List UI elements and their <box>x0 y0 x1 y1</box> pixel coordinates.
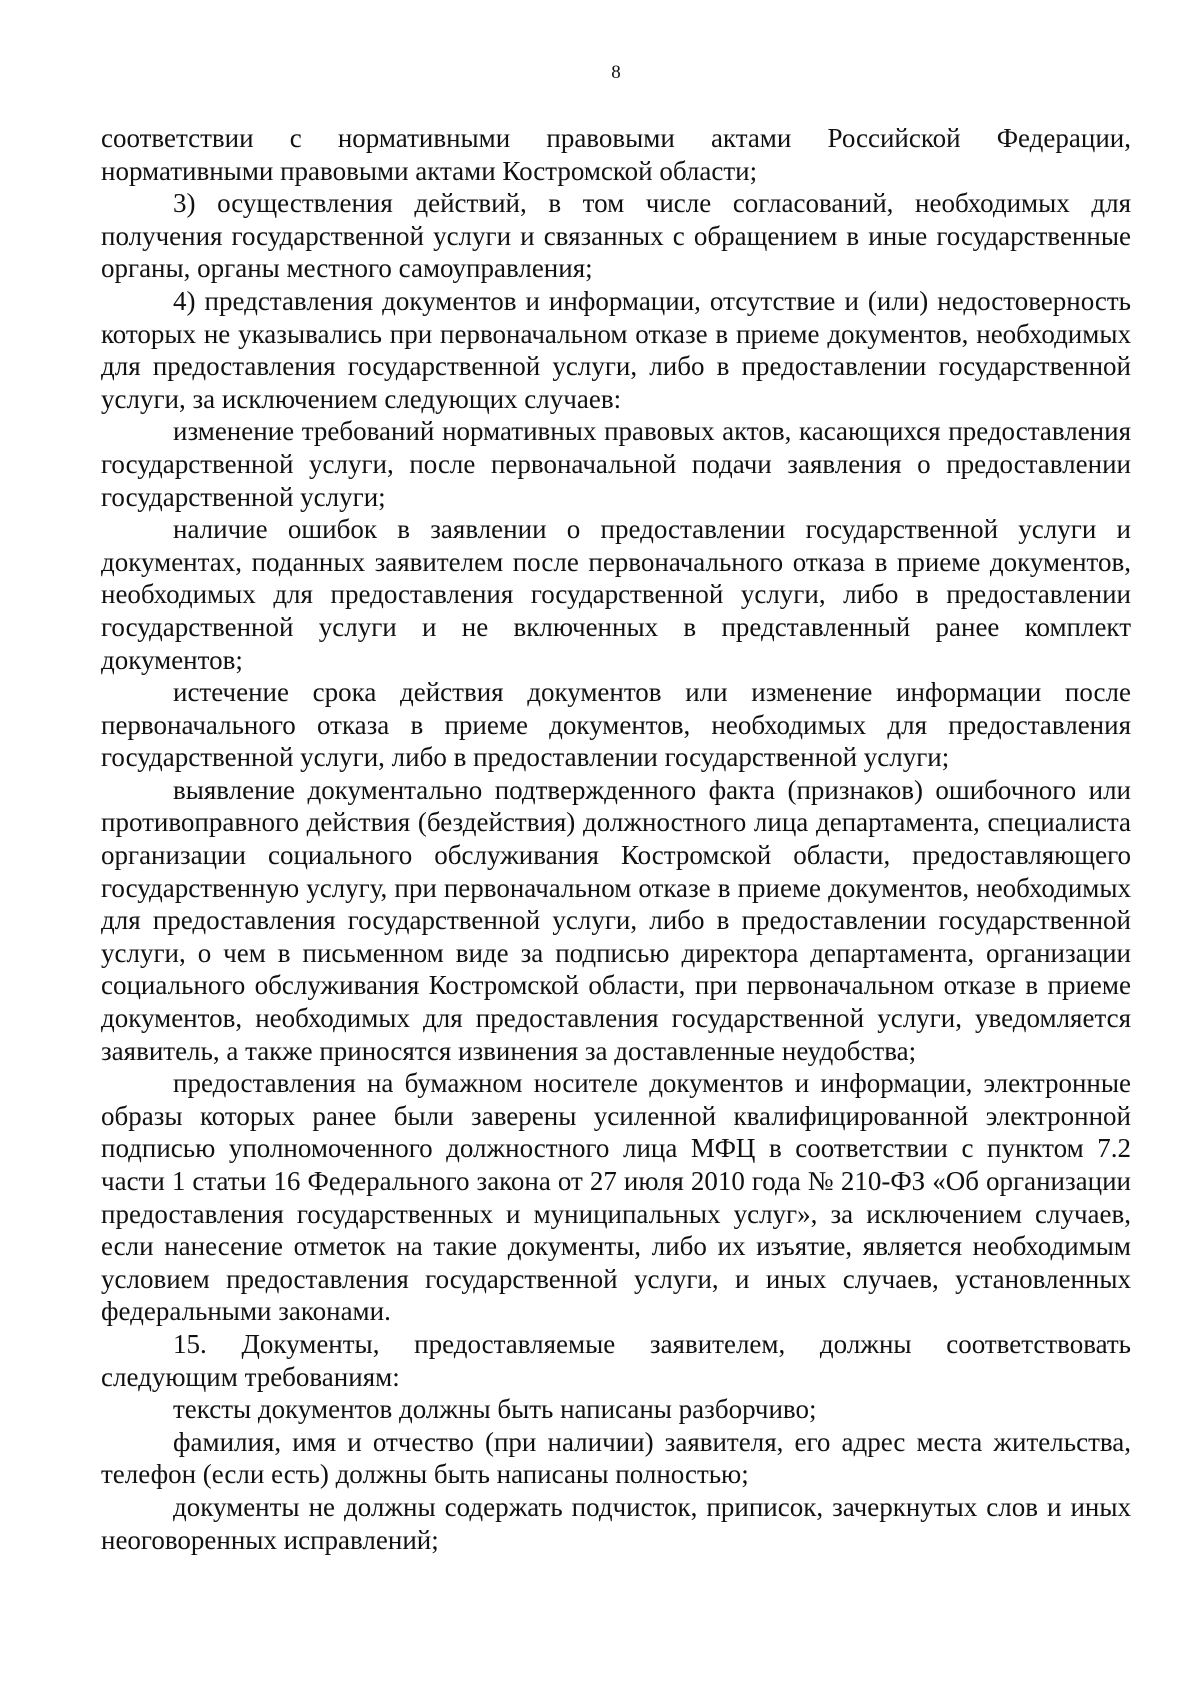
paragraph-exception-wrongful-action: выявление документально подтвержденного факта (признаков) ошибочного или противоправного действия (бездействия) должностного лица департамента, специалиста организации социального обслуживания Костромской области, предоставляющего государственную услугу, при первоначальном отказе в приеме документов, необходимых для предоставления государственной услуги, либо в предоставлении государственной услуги, о чем в письменном виде за подписью директора департамента, организации социального обслуживания Костромской области, при первоначальном отказе в приеме документов, необходимых для предоставления государственной услуги, уведомляется заявитель, а также приносятся извинения за доставленные неудобства; <box>101 774 1131 1066</box>
paragraph-item-4: 4) представления документов и информации, отсутствие и (или) недостоверность которых не указывались при первоначальном отказе в приеме документов, необходимых для предоставления государственной услуги, либо в предоставлении государственной услуги, за исключением следующих случаев: <box>101 285 1131 414</box>
paragraph-exception-paper-documents: предоставления на бумажном носителе документов и информации, электронные образы которых ранее были заверены усиленной квалифицированной электронной подписью уполномоченного должностного лица МФЦ в соответствии с пунктом 7.2 части 1 статьи 16 Федерального закона от 27 июля 2010 года № 210-ФЗ «Об организации предоставления государственных и муниципальных услуг», за исключением случаев, если нанесение отметок на такие документы, либо их изъятие, является необходимым условием предоставления государственной услуги, и иных случаев, установленных федеральными законами. <box>101 1068 1131 1327</box>
paragraph-item-3: 3) осуществления действий, в том числе согласований, необходимых для получения государственной услуги и связанных с обращением в иные государственные органы, органы местного самоуправления; <box>101 188 1131 284</box>
paragraph-requirement-full-name: фамилия, имя и отчество (при наличии) заявителя, его адрес места жительства, телефон (если есть) должны быть написаны полностью; <box>101 1426 1131 1490</box>
paragraph-item-15: 15. Документы, предоставляемые заявителем, должны соответствовать следующим требованиям: <box>101 1328 1131 1392</box>
paragraph-exception-errors: наличие ошибок в заявлении о предоставлении государственной услуги и документах, поданных заявителем после первоначального отказа в приеме документов, необходимых для предоставления государственной услуги, либо в предоставлении государственной услуги и не включенных в представленный ранее комплект документов; <box>101 514 1131 675</box>
paragraph-continuation: соответствии с нормативными правовыми актами Российской Федерации, нормативными правовыми актами Костромской области; <box>101 123 1131 186</box>
document-body <box>101 122 1131 1556</box>
paragraph-exception-requirements-change: изменение требований нормативных правовых актов, касающихся предоставления государственной услуги, после первоначальной подачи заявления о предоставлении государственной услуги; <box>101 416 1131 512</box>
paragraph-exception-expiry: истечение срока действия документов или изменение информации после первоначального отказа в приеме документов, необходимых для предоставления государственной услуги, либо в предоставлении государственной услуги; <box>101 677 1131 773</box>
document-page <box>101 62 1131 1556</box>
paragraph-requirement-legible: тексты документов должны быть написаны разборчиво; <box>173 1394 817 1425</box>
page-number: 8 <box>611 62 621 83</box>
paragraph-requirement-no-corrections: документы не должны содержать подчисток, приписок, зачеркнутых слов и иных неоговоренных исправлений; <box>101 1491 1131 1555</box>
